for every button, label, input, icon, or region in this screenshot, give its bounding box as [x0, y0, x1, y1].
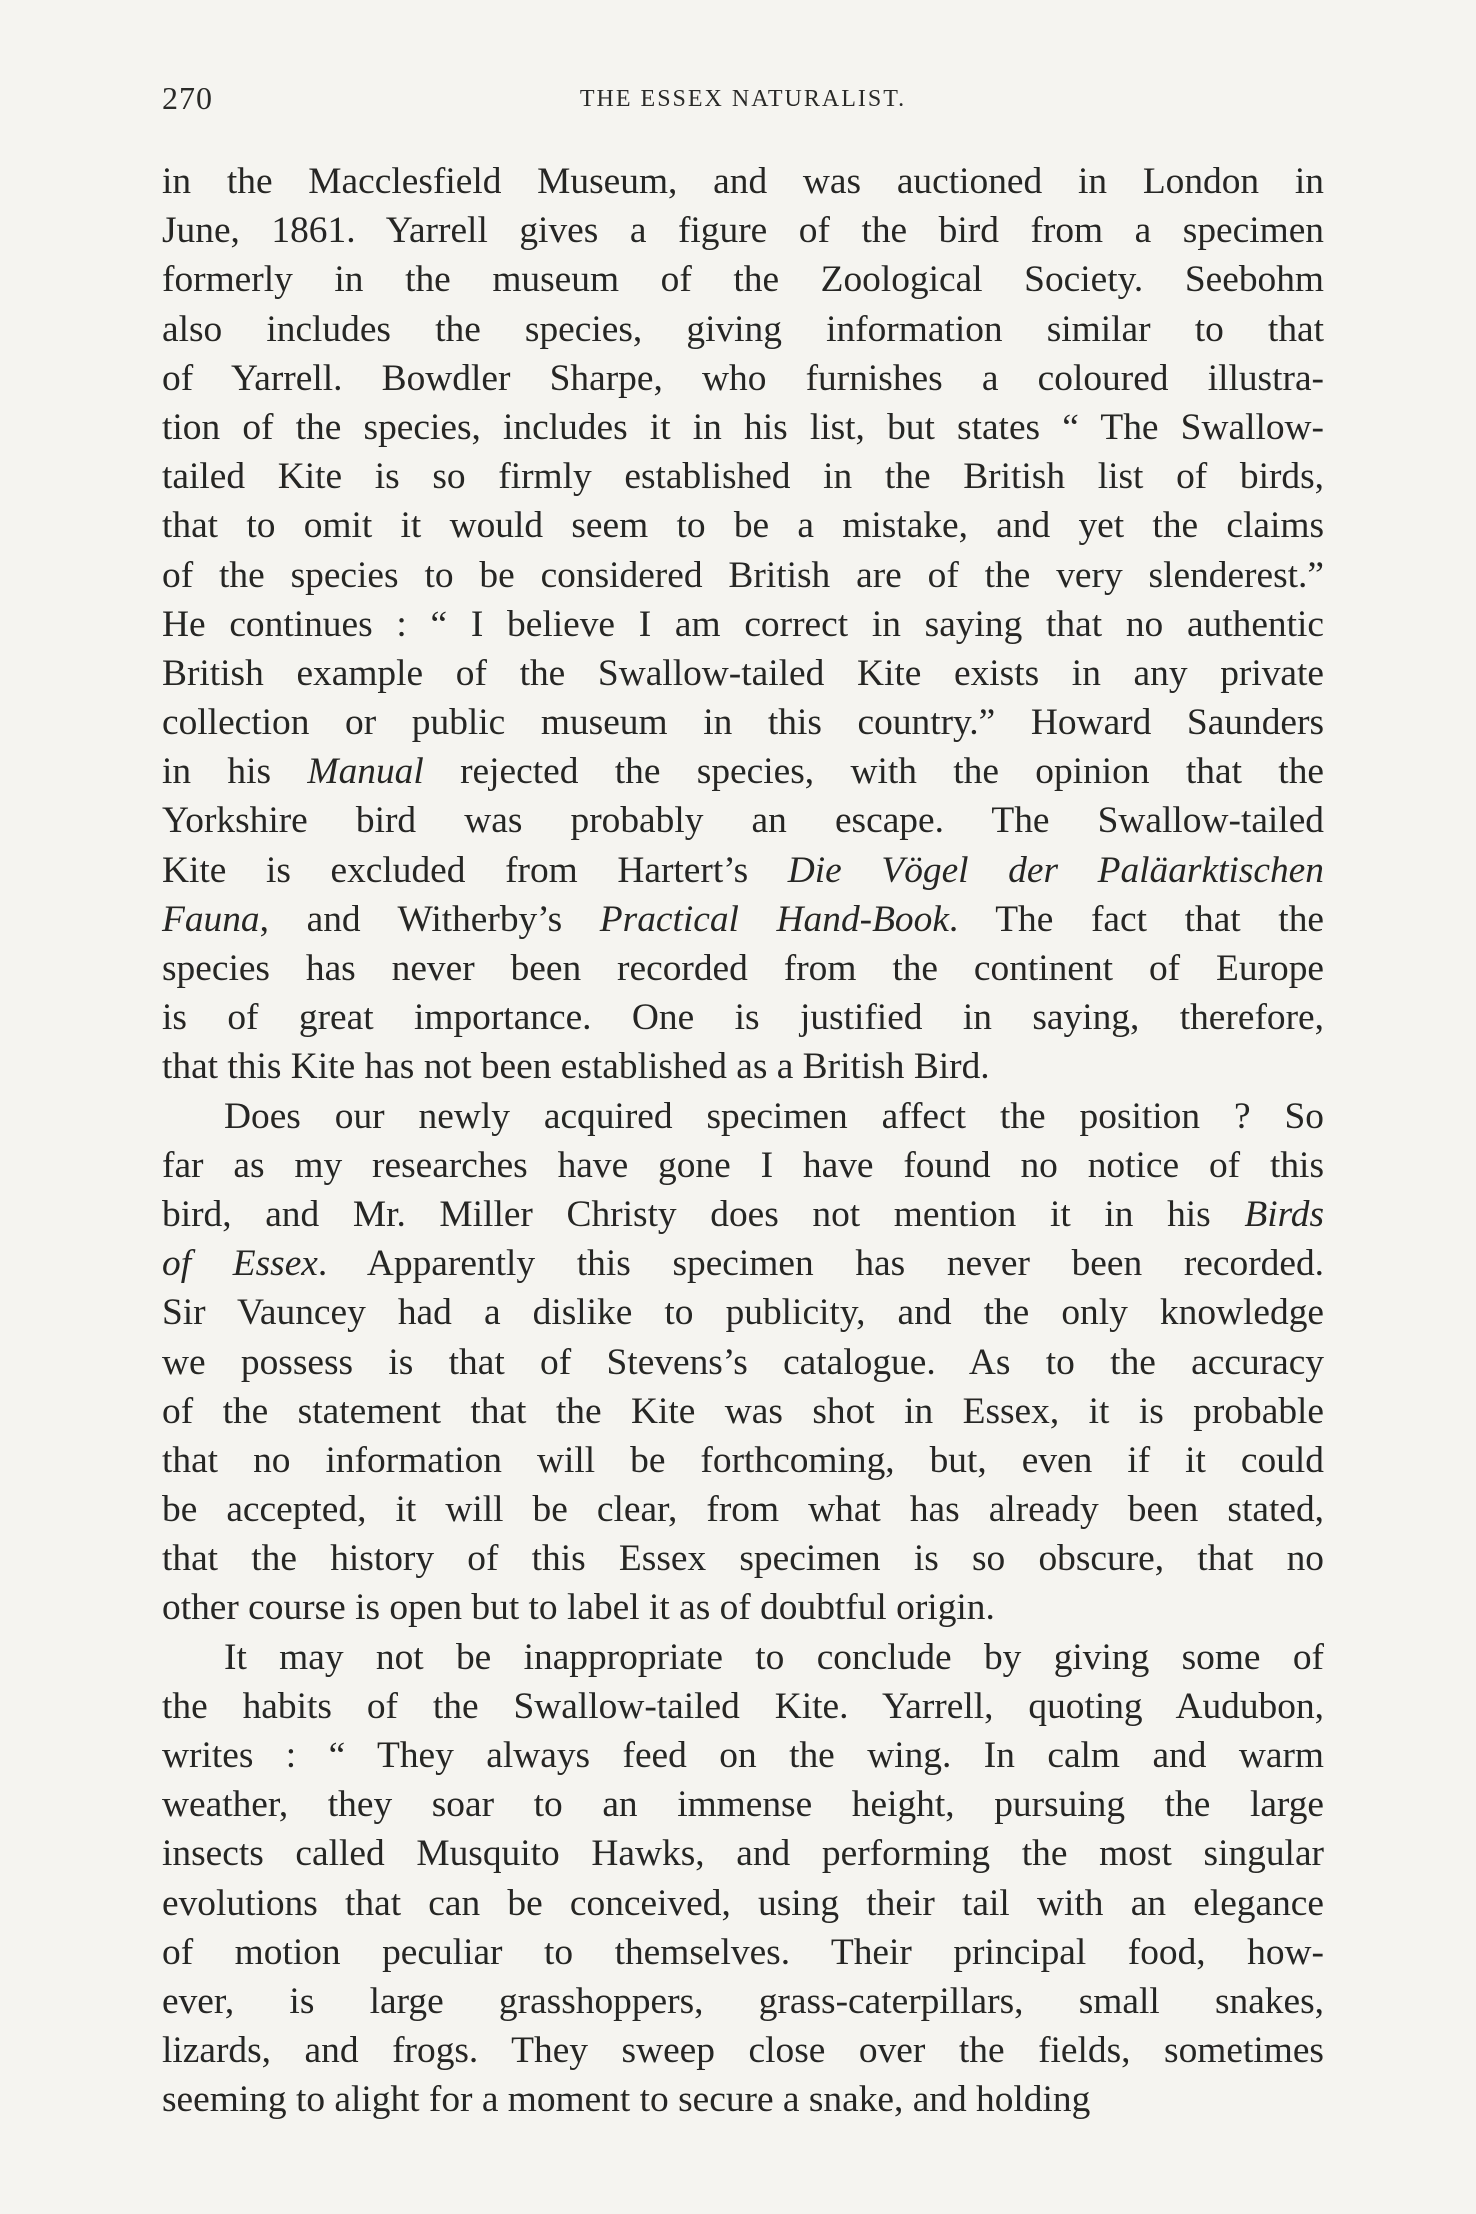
text-line [162, 1633, 1324, 1682]
text-line [162, 993, 1324, 1042]
text-run: other course is open but to label it as of doubtful origin. [162, 1587, 995, 1629]
text-run: evolutions that can be conceived, using their tail with an elegance [162, 1882, 1324, 1924]
body-text [162, 157, 1324, 2125]
text-line [162, 600, 1324, 649]
text-line [162, 452, 1324, 501]
text-line [162, 2026, 1324, 2075]
running-head [162, 80, 1324, 124]
text-line [162, 1042, 1324, 1091]
text-line [162, 1682, 1324, 1731]
text-line [162, 1092, 1324, 1141]
text-run: lizards, and frogs. They sweep close over the fields, sometimes [162, 2030, 1324, 2072]
text-line [162, 403, 1324, 452]
text-run: we possess is that of Stevens’s catalogue. As to the accuracy [162, 1341, 1324, 1383]
text-run: Kite is excluded from Hartert’s [162, 849, 788, 891]
italic-title: Fauna [162, 898, 260, 940]
text-line [162, 895, 1324, 944]
text-run: rejected the species, with the opinion that the [423, 751, 1324, 793]
text-run: collection or public museum in this country.” Howard Saunders [162, 702, 1324, 744]
text-run: that no information will be forthcoming, but, even if it could [162, 1439, 1324, 1481]
text-line [162, 1928, 1324, 1977]
text-run: weather, they soar to an immense height, pursuing the large [162, 1784, 1324, 1826]
text-run: Does our newly acquired specimen affect the position ? So [224, 1095, 1324, 1137]
text-line [162, 649, 1324, 698]
text-run: the habits of the Swallow-tailed Kite. Yarrell, quoting Audubon, [162, 1685, 1324, 1727]
text-run: , and Witherby’s [259, 898, 600, 940]
italic-title: Manual [307, 751, 424, 793]
text-run: of Yarrell. Bowdler Sharpe, who furnishes a coloured illustra- [162, 357, 1324, 399]
text-line [162, 1485, 1324, 1534]
text-run: that this Kite has not been established as a British Bird. [162, 1046, 990, 1088]
text-run: . The fact that the [948, 898, 1324, 940]
paragraph [162, 1633, 1324, 2125]
text-line [162, 1879, 1324, 1928]
text-line [162, 1534, 1324, 1583]
text-line [162, 255, 1324, 304]
text-run: ever, is large grasshoppers, grass-caterpillars, small snakes, [162, 1980, 1324, 2022]
text-run: in his [162, 751, 308, 793]
italic-title: Practical Hand-Book [599, 898, 949, 940]
text-run: British example of the Swallow-tailed Kite exists in any private [162, 652, 1324, 694]
text-run: far as my researches have gone I have found no notice of this [162, 1144, 1324, 1186]
text-line [162, 796, 1324, 845]
text-run: be accepted, it will be clear, from what has already been stated, [162, 1489, 1324, 1531]
text-line [162, 305, 1324, 354]
italic-title: of Essex [162, 1243, 318, 1285]
text-line [162, 747, 1324, 796]
text-run: species has never been recorded from the continent of Europe [162, 948, 1324, 989]
italic-title: Die Vögel der Paläarktischen [787, 849, 1324, 891]
text-line [162, 1583, 1324, 1632]
text-line [162, 206, 1324, 255]
text-line [162, 354, 1324, 403]
text-run: is of great importance. One is justified in saying, therefore, [162, 997, 1324, 1039]
text-line [162, 1387, 1324, 1436]
text-run: bird, and Mr. Miller Christy does not mention it in his [162, 1193, 1245, 1235]
text-run: writes : “ They always feed on the wing. In calm and warm [162, 1735, 1324, 1776]
text-line [162, 1239, 1324, 1288]
text-run: in the Macclesfield Museum, and was auctioned in London in [162, 161, 1324, 202]
text-run: . Apparently this specimen has never been recorded. [317, 1243, 1324, 1285]
text-line [162, 944, 1324, 993]
journal-title: THE ESSEX NATURALIST. [579, 86, 907, 112]
paragraph [162, 157, 1324, 1092]
text-line [162, 1436, 1324, 1485]
text-line [162, 1141, 1324, 1190]
text-line [162, 1977, 1324, 2026]
text-run: of motion peculiar to themselves. Their principal food, how- [162, 1931, 1324, 1973]
text-line [162, 1731, 1324, 1780]
text-run: seeming to alight for a moment to secure a snake, and holding [162, 2079, 1091, 2121]
text-line [162, 2075, 1324, 2124]
text-line [162, 157, 1324, 206]
text-run: Yorkshire bird was probably an escape. The Swallow-tailed [162, 800, 1324, 842]
text-line [162, 551, 1324, 600]
text-run: It may not be inappropriate to conclude by giving some of [224, 1636, 1324, 1678]
text-run: tion of the species, includes it in his list, but states “ The Swallow- [162, 406, 1324, 448]
paragraph [162, 1092, 1324, 1633]
text-line [162, 1288, 1324, 1337]
text-run: He continues : “ I believe I am correct in saying that no authentic [162, 603, 1324, 645]
text-run: that to omit it would seem to be a mistake, and yet the claims [162, 505, 1324, 547]
text-run: tailed Kite is so firmly established in the British list of birds, [162, 456, 1324, 498]
text-run: Sir Vauncey had a dislike to publicity, and the only knowledge [162, 1292, 1324, 1334]
text-line [162, 501, 1324, 550]
text-run: June, 1861. Yarrell gives a figure of the bird from a specimen [162, 210, 1324, 252]
text-run: insects called Musquito Hawks, and performing the most singular [162, 1833, 1324, 1875]
text-line [162, 846, 1324, 895]
text-run: formerly in the museum of the Zoological Society. Seebohm [162, 259, 1324, 301]
text-line [162, 1780, 1324, 1829]
text-run: of the statement that the Kite was shot in Essex, it is probable [162, 1390, 1324, 1432]
text-run: also includes the species, giving information similar to that [162, 308, 1324, 350]
text-line [162, 1338, 1324, 1387]
italic-title: Birds [1244, 1193, 1324, 1235]
text-line [162, 698, 1324, 747]
text-run: of the species to be considered British are of the very slenderest.” [162, 554, 1324, 596]
text-line [162, 1829, 1324, 1878]
text-line [162, 1190, 1324, 1239]
text-run: that the history of this Essex specimen is so obscure, that no [162, 1538, 1324, 1580]
page-number: 270 [162, 80, 213, 116]
